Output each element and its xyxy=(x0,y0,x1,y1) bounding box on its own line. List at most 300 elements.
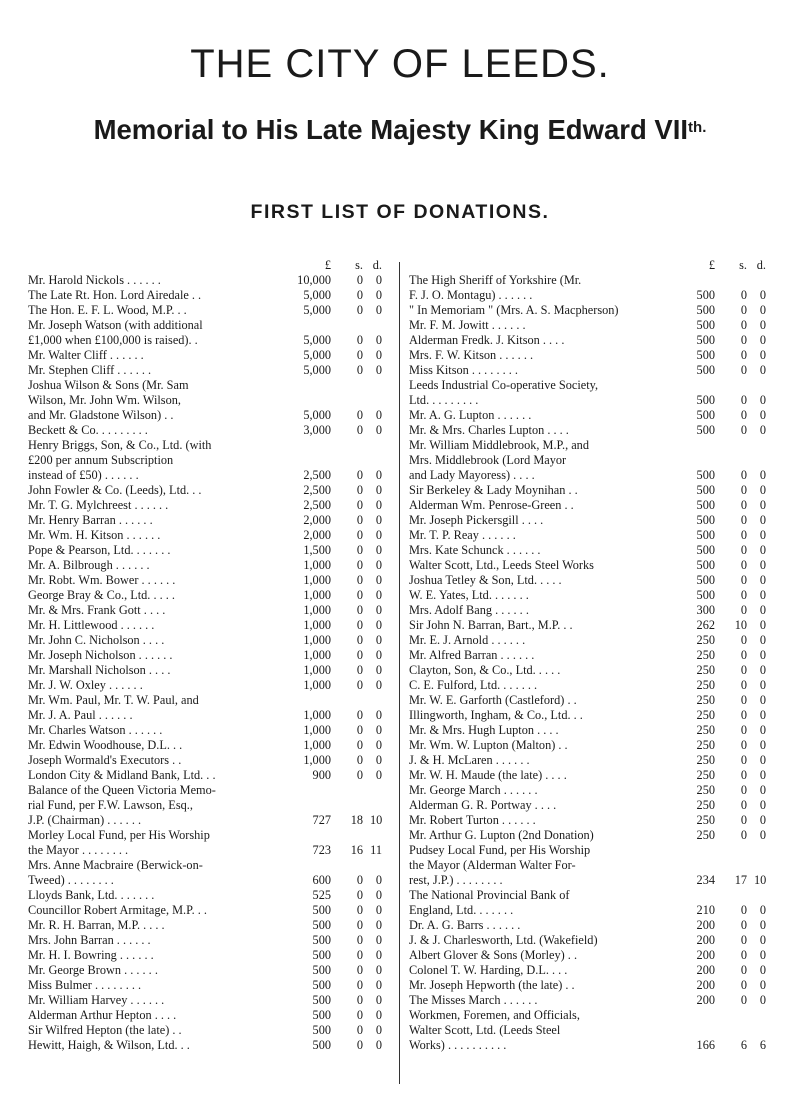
donor-name xyxy=(409,708,677,723)
donor-name xyxy=(28,933,290,948)
amount-pence: 0 xyxy=(759,798,766,812)
amount-pence: 0 xyxy=(759,993,766,1007)
amount-pounds: 250 xyxy=(696,693,715,707)
donation-row xyxy=(409,273,777,303)
donor-name xyxy=(28,363,290,378)
donor-line: Mr. William Middlebrook, M.P., and xyxy=(409,438,589,452)
donor-line: George Bray & Co., Ltd. . . . . xyxy=(28,588,175,602)
amount-pence: 0 xyxy=(375,708,382,722)
donation-row xyxy=(409,348,777,363)
amount-shillings: 0 xyxy=(356,1038,363,1052)
donation-row xyxy=(28,858,393,888)
donation-row xyxy=(28,498,393,513)
donation-row xyxy=(409,723,777,738)
amount-shillings: 0 xyxy=(740,333,747,347)
donation-row xyxy=(409,843,777,888)
donor-line: Mr. Joseph Nicholson . . . . . . xyxy=(28,648,173,662)
amount-pence: 0 xyxy=(375,948,382,962)
donor-name xyxy=(409,753,677,768)
donor-name xyxy=(409,558,677,573)
amount-pounds: 10,000 xyxy=(297,273,331,287)
amount-pence: 0 xyxy=(759,783,766,797)
donor-line: Mr. Harold Nickols . . . . . . xyxy=(28,273,161,287)
amount-shillings: 0 xyxy=(356,528,363,542)
donor-name xyxy=(28,768,290,783)
amount-pounds: 200 xyxy=(696,963,715,977)
amount-shillings: 0 xyxy=(740,978,747,992)
amount-shillings: 0 xyxy=(356,648,363,662)
donor-name xyxy=(409,978,677,993)
donation-row xyxy=(409,918,777,933)
donation-row xyxy=(409,378,777,408)
amount-pence: 0 xyxy=(759,288,766,302)
left-donation-list xyxy=(28,273,393,1053)
amount-shillings: 0 xyxy=(356,573,363,587)
donor-name xyxy=(28,288,290,303)
amount-pounds: 2,500 xyxy=(303,483,331,497)
donor-name xyxy=(409,573,677,588)
amount-pounds: 500 xyxy=(696,573,715,587)
donor-line: Pudsey Local Fund, per His Worship xyxy=(409,843,591,857)
amount-shillings: 16 xyxy=(350,843,363,857)
amount-shillings: 0 xyxy=(740,558,747,572)
amount-pence: 0 xyxy=(759,468,766,482)
amount-pounds: 500 xyxy=(696,543,715,557)
amount-pounds: 500 xyxy=(312,918,331,932)
donor-line: J. & J. Charlesworth, Ltd. (Wakefield) xyxy=(409,933,598,947)
amount-pounds: 5,000 xyxy=(303,408,331,422)
amount-pounds: 1,000 xyxy=(303,708,331,722)
amount-shillings: 0 xyxy=(740,933,747,947)
donor-line: Mr. Charles Watson . . . . . . xyxy=(28,723,163,737)
donation-row xyxy=(28,783,393,828)
donation-row xyxy=(409,438,777,483)
amount-pence: 0 xyxy=(759,633,766,647)
amount-shillings: 0 xyxy=(356,663,363,677)
amount-pounds: 200 xyxy=(696,948,715,962)
donor-line: The High Sheriff of Yorkshire (Mr. xyxy=(409,273,582,287)
donation-row xyxy=(409,993,777,1008)
amount-shillings: 0 xyxy=(740,798,747,812)
amount-pounds: 500 xyxy=(696,468,715,482)
donor-line: Tweed) . . . . . . . . xyxy=(28,873,114,887)
amount-pounds: 600 xyxy=(312,873,331,887)
donor-line: Lloyds Bank, Ltd. . . . . . . xyxy=(28,888,155,902)
donation-row xyxy=(28,1038,393,1053)
amount-shillings: 0 xyxy=(356,1023,363,1037)
donor-name xyxy=(28,513,290,528)
amount-pence: 10 xyxy=(370,813,383,827)
amount-pence: 0 xyxy=(375,663,382,677)
donation-row xyxy=(28,993,393,1008)
donation-row xyxy=(28,543,393,558)
amount-shillings: 0 xyxy=(740,678,747,692)
donor-line: Joseph Wormald's Executors . . xyxy=(28,753,182,767)
donor-name xyxy=(409,588,677,603)
amount-pence: 0 xyxy=(375,333,382,347)
amount-pence: 0 xyxy=(375,558,382,572)
amount-pounds: 1,000 xyxy=(303,603,331,617)
donor-line: Mr. Henry Barran . . . . . . xyxy=(28,513,153,527)
donor-line: Pope & Pearson, Ltd. . . . . . . xyxy=(28,543,171,557)
donor-line: Mr. R. H. Barran, M.P. . . . . xyxy=(28,918,165,932)
amount-shillings: 18 xyxy=(350,813,363,827)
shillings-heading: s. xyxy=(739,258,747,272)
donation-row xyxy=(409,483,777,498)
donation-row xyxy=(28,948,393,963)
amount-shillings: 0 xyxy=(356,768,363,782)
pence-heading: d. xyxy=(756,258,766,272)
donor-line: Mrs. Anne Macbraire (Berwick-on- xyxy=(28,858,203,872)
amount-pounds: 500 xyxy=(696,393,715,407)
amount-pence: 0 xyxy=(375,978,382,992)
amount-pounds: 500 xyxy=(696,513,715,527)
donation-row xyxy=(28,738,393,753)
donation-row xyxy=(409,813,777,828)
amount-pence: 0 xyxy=(759,648,766,662)
amount-pounds: 250 xyxy=(696,828,715,842)
donation-row xyxy=(409,648,777,663)
donation-row xyxy=(28,828,393,858)
donor-line: Councillor Robert Armitage, M.P. . . xyxy=(28,903,207,917)
donation-row xyxy=(409,663,777,678)
donation-row xyxy=(28,618,393,633)
donor-name xyxy=(28,693,290,723)
donor-line: Mr. George March . . . . . . xyxy=(409,783,538,797)
donor-line: Morley Local Fund, per His Worship xyxy=(28,828,210,842)
donation-row xyxy=(409,963,777,978)
amount-pounds: 500 xyxy=(696,363,715,377)
memorial-title-superscript: th. xyxy=(688,119,707,136)
amount-shillings: 0 xyxy=(356,993,363,1007)
amount-shillings: 6 xyxy=(740,1038,747,1052)
amount-pounds: 500 xyxy=(696,483,715,497)
donation-row xyxy=(28,513,393,528)
amount-pounds: 1,000 xyxy=(303,588,331,602)
amount-pounds: 500 xyxy=(696,588,715,602)
amount-shillings: 0 xyxy=(740,768,747,782)
amount-pounds: 900 xyxy=(312,768,331,782)
amount-shillings: 0 xyxy=(740,903,747,917)
donor-name xyxy=(28,633,290,648)
donor-line: Henry Briggs, Son, & Co., Ltd. (with xyxy=(28,438,212,452)
amount-pounds: 250 xyxy=(696,798,715,812)
donor-name xyxy=(28,498,290,513)
amount-pence: 0 xyxy=(759,513,766,527)
donor-name xyxy=(409,663,677,678)
donation-row xyxy=(409,303,777,318)
donor-line: Mr. W. E. Garforth (Castleford) . . xyxy=(409,693,577,707)
amount-pounds: 300 xyxy=(696,603,715,617)
amount-pounds: 250 xyxy=(696,753,715,767)
donor-line: Alderman Arthur Hepton . . . . xyxy=(28,1008,177,1022)
donor-line: Mr. Wm. W. Lupton (Malton) . . xyxy=(409,738,568,752)
amount-pence: 6 xyxy=(759,1038,766,1052)
donation-row xyxy=(28,633,393,648)
amount-pounds: 5,000 xyxy=(303,363,331,377)
amount-pence: 0 xyxy=(759,828,766,842)
donation-row xyxy=(28,573,393,588)
amount-shillings: 0 xyxy=(356,513,363,527)
donor-name xyxy=(28,918,290,933)
donation-row xyxy=(409,423,777,438)
amount-pounds: 1,000 xyxy=(303,723,331,737)
donation-row xyxy=(28,753,393,768)
amount-pence: 0 xyxy=(375,363,382,377)
donor-name xyxy=(28,318,290,348)
amount-pounds: 500 xyxy=(312,948,331,962)
amount-shillings: 0 xyxy=(740,828,747,842)
amount-pence: 0 xyxy=(375,543,382,557)
donor-line: Mr. Marshall Nicholson . . . . xyxy=(28,663,171,677)
donor-name xyxy=(409,843,677,888)
donor-name xyxy=(28,603,290,618)
amount-pence: 0 xyxy=(759,303,766,317)
donor-name xyxy=(28,783,290,828)
pounds-heading: £ xyxy=(324,258,331,272)
donor-name xyxy=(409,618,677,633)
donation-row xyxy=(28,348,393,363)
donor-name xyxy=(409,378,677,408)
donor-line: Mr. George Brown . . . . . . xyxy=(28,963,158,977)
amount-shillings: 0 xyxy=(356,738,363,752)
amount-pounds: 250 xyxy=(696,738,715,752)
amount-pounds: 234 xyxy=(696,873,715,887)
donor-line: Mr. & Mrs. Charles Lupton . . . . xyxy=(409,423,569,437)
amount-pounds: 500 xyxy=(312,1038,331,1052)
amount-pounds: 250 xyxy=(696,723,715,737)
amount-shillings: 0 xyxy=(740,918,747,932)
donation-row xyxy=(409,573,777,588)
donor-name xyxy=(28,888,290,903)
amount-shillings: 0 xyxy=(356,633,363,647)
amount-pence: 0 xyxy=(375,528,382,542)
amount-shillings: 0 xyxy=(740,393,747,407)
donor-name xyxy=(409,363,677,378)
amount-shillings: 0 xyxy=(356,753,363,767)
amount-pence: 0 xyxy=(375,468,382,482)
donor-line: Joshua Tetley & Son, Ltd. . . . . xyxy=(409,573,562,587)
donation-row xyxy=(409,693,777,708)
donation-row xyxy=(28,888,393,903)
donor-line: W. E. Yates, Ltd. . . . . . . xyxy=(409,588,529,602)
donor-name xyxy=(28,273,290,288)
pounds-heading: £ xyxy=(708,258,715,272)
amount-pence: 0 xyxy=(759,483,766,497)
amount-pounds: 500 xyxy=(312,978,331,992)
donation-row xyxy=(28,678,393,693)
donation-row xyxy=(409,1008,777,1053)
donor-name xyxy=(28,858,290,888)
amount-pence: 0 xyxy=(375,873,382,887)
amount-pence: 0 xyxy=(375,303,382,317)
amount-pence: 0 xyxy=(375,618,382,632)
donation-row xyxy=(28,558,393,573)
donor-name xyxy=(409,273,677,303)
donation-row xyxy=(409,753,777,768)
currency-header-right xyxy=(409,258,777,273)
amount-pence: 0 xyxy=(759,768,766,782)
amount-pounds: 500 xyxy=(312,963,331,977)
amount-pence: 0 xyxy=(375,1023,382,1037)
amount-pounds: 1,000 xyxy=(303,633,331,647)
donor-name xyxy=(409,768,677,783)
amount-shillings: 0 xyxy=(740,408,747,422)
donor-name xyxy=(409,438,677,483)
amount-shillings: 0 xyxy=(356,303,363,317)
donor-name xyxy=(409,813,677,828)
amount-pounds: 5,000 xyxy=(303,333,331,347)
donor-line: rial Fund, per F.W. Lawson, Esq., xyxy=(28,798,193,812)
amount-pounds: 500 xyxy=(312,903,331,917)
amount-shillings: 0 xyxy=(356,543,363,557)
amount-pence: 0 xyxy=(375,888,382,902)
amount-pence: 0 xyxy=(759,813,766,827)
donor-name xyxy=(28,753,290,768)
donor-name xyxy=(409,318,677,333)
amount-shillings: 0 xyxy=(740,813,747,827)
amount-shillings: 0 xyxy=(740,738,747,752)
donation-row xyxy=(409,933,777,948)
amount-shillings: 0 xyxy=(356,408,363,422)
donor-line: The Late Rt. Hon. Lord Airedale . . xyxy=(28,288,202,302)
donor-line: Alderman G. R. Portway . . . . xyxy=(409,798,557,812)
amount-pounds: 2,500 xyxy=(303,498,331,512)
donation-row xyxy=(409,513,777,528)
donor-line: Mr. Joseph Watson (with additional xyxy=(28,318,203,332)
amount-pence: 0 xyxy=(759,528,766,542)
donation-row xyxy=(409,618,777,633)
donor-line: Miss Kitson . . . . . . . . xyxy=(409,363,518,377)
donor-line: Alderman Fredk. J. Kitson . . . . xyxy=(409,333,565,347)
donations-list-title: FIRST LIST OF DONATIONS. xyxy=(250,201,550,223)
amount-pence: 0 xyxy=(375,933,382,947)
donation-row xyxy=(28,363,393,378)
donor-line: and Lady Mayoress) . . . . xyxy=(409,468,535,482)
amount-pounds: 262 xyxy=(696,618,715,632)
donor-name xyxy=(409,648,677,663)
donor-line: Mr. J. A. Paul . . . . . . xyxy=(28,708,133,722)
amount-pence: 0 xyxy=(759,678,766,692)
donor-name xyxy=(409,933,677,948)
amount-shillings: 0 xyxy=(356,918,363,932)
amount-pounds: 250 xyxy=(696,648,715,662)
amount-pounds: 2,000 xyxy=(303,528,331,542)
amount-shillings: 0 xyxy=(740,513,747,527)
amount-pence: 0 xyxy=(759,393,766,407)
amount-pence: 0 xyxy=(759,603,766,617)
donor-name xyxy=(409,543,677,558)
amount-pounds: 200 xyxy=(696,933,715,947)
amount-pounds: 500 xyxy=(696,528,715,542)
donor-line: Ltd. . . . . . . . . xyxy=(409,393,479,407)
donor-name xyxy=(28,828,290,858)
amount-pence: 0 xyxy=(759,333,766,347)
amount-pounds: 200 xyxy=(696,993,715,1007)
donor-line: Leeds Industrial Co-operative Society, xyxy=(409,378,599,392)
shillings-heading: s. xyxy=(355,258,363,272)
donor-line: Joshua Wilson & Sons (Mr. Sam xyxy=(28,378,189,392)
amount-pence: 0 xyxy=(759,423,766,437)
donor-line: Mrs. John Barran . . . . . . xyxy=(28,933,151,947)
donor-name xyxy=(28,348,290,363)
amount-pounds: 500 xyxy=(696,288,715,302)
amount-shillings: 10 xyxy=(734,618,747,632)
amount-pence: 0 xyxy=(759,933,766,947)
amount-shillings: 0 xyxy=(356,363,363,377)
memorial-title-text: Memorial to His Late Majesty King Edward VII xyxy=(93,114,689,145)
donor-name xyxy=(28,723,290,738)
donation-row xyxy=(409,333,777,348)
amount-shillings: 0 xyxy=(356,468,363,482)
amount-pounds: 500 xyxy=(696,318,715,332)
donor-line: Mr. Robert Turton . . . . . . xyxy=(409,813,536,827)
donor-line: The Hon. E. F. L. Wood, M.P. . . xyxy=(28,303,187,317)
donor-name xyxy=(28,648,290,663)
donor-line: Mr. E. J. Arnold . . . . . . xyxy=(409,633,526,647)
memorial-title xyxy=(0,112,800,148)
donation-row xyxy=(409,318,777,333)
right-donations-column xyxy=(409,258,777,1053)
amount-shillings: 0 xyxy=(740,753,747,767)
donor-line: Mrs. Middlebrook (Lord Mayor xyxy=(409,453,567,467)
donor-line: Mr. Robt. Wm. Bower . . . . . . xyxy=(28,573,176,587)
amount-pence: 0 xyxy=(375,753,382,767)
amount-shillings: 0 xyxy=(356,933,363,947)
amount-pounds: 500 xyxy=(696,498,715,512)
amount-pence: 0 xyxy=(759,918,766,932)
donation-row xyxy=(409,948,777,963)
amount-shillings: 0 xyxy=(356,618,363,632)
amount-pence: 0 xyxy=(375,273,382,287)
donor-name xyxy=(409,723,677,738)
amount-pounds: 500 xyxy=(696,348,715,362)
amount-shillings: 0 xyxy=(356,978,363,992)
amount-shillings: 0 xyxy=(356,288,363,302)
amount-pence: 11 xyxy=(370,843,382,857)
donor-name xyxy=(409,798,677,813)
donor-line: Clayton, Son, & Co., Ltd. . . . . xyxy=(409,663,561,677)
donor-name xyxy=(28,618,290,633)
amount-pounds: 723 xyxy=(312,843,331,857)
donor-name xyxy=(28,378,290,423)
left-donations-column xyxy=(28,258,393,1053)
amount-shillings: 0 xyxy=(356,678,363,692)
amount-shillings: 0 xyxy=(356,498,363,512)
pence-heading: d. xyxy=(372,258,382,272)
amount-pounds: 500 xyxy=(312,993,331,1007)
amount-pence: 10 xyxy=(754,873,767,887)
amount-shillings: 0 xyxy=(740,573,747,587)
amount-shillings: 0 xyxy=(356,888,363,902)
donor-line: Dr. A. G. Barrs . . . . . . xyxy=(409,918,521,932)
amount-pounds: 1,000 xyxy=(303,678,331,692)
amount-pounds: 250 xyxy=(696,813,715,827)
donor-name xyxy=(28,423,290,438)
donation-row xyxy=(28,903,393,918)
donation-row xyxy=(28,528,393,543)
donation-row xyxy=(28,318,393,348)
donor-name xyxy=(28,1008,290,1023)
donor-name xyxy=(409,993,677,1008)
amount-shillings: 0 xyxy=(740,693,747,707)
donor-line: Miss Bulmer . . . . . . . . xyxy=(28,978,142,992)
amount-pence: 0 xyxy=(375,288,382,302)
donation-row xyxy=(28,768,393,783)
amount-pence: 0 xyxy=(759,708,766,722)
donation-row xyxy=(409,633,777,648)
donor-name xyxy=(409,603,677,618)
